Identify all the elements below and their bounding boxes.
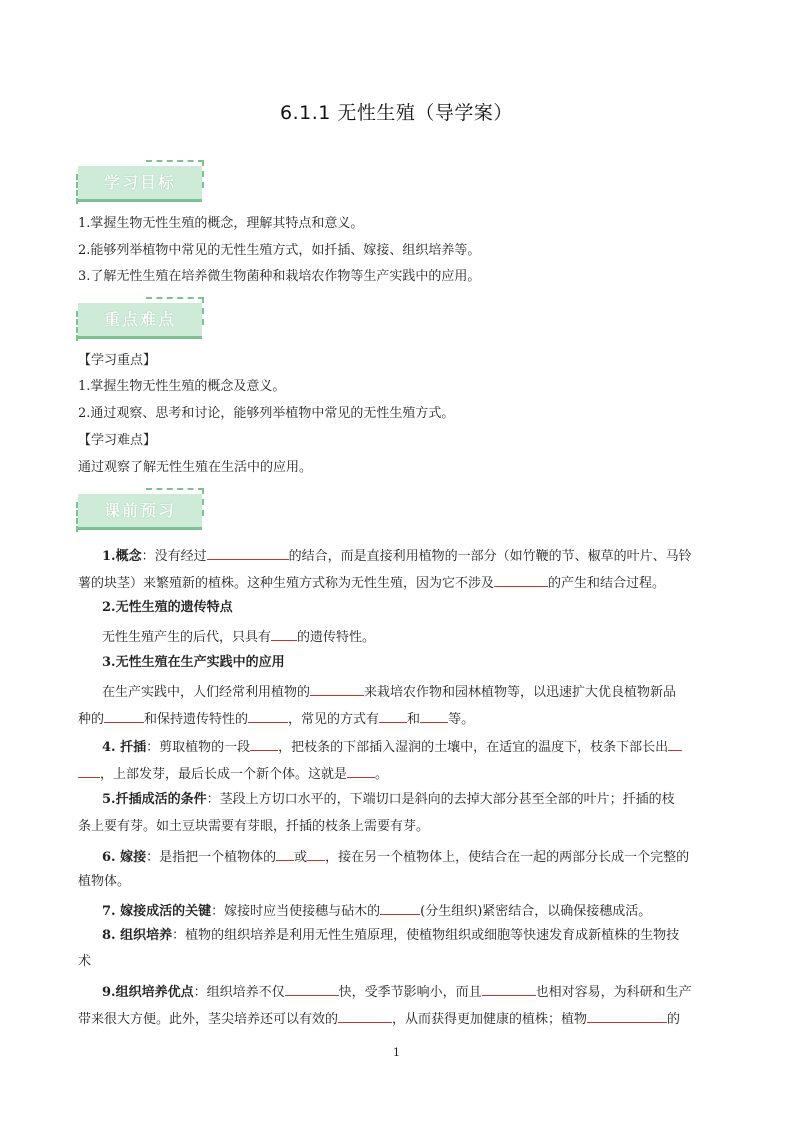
preview-paragraph-5: 5.扦插成活的条件：茎段上方切口水平的，下端切口是斜向的去掉大部分甚至全部的叶片；扦插的枝 <box>102 792 675 807</box>
section-badge-key-points <box>78 303 202 339</box>
fill-blank[interactable] <box>285 981 339 996</box>
focus-item: 1.掌握生物无性生殖的概念及意义。 <box>78 379 286 394</box>
difficulty-label: 【学习难点】 <box>78 433 157 448</box>
fill-blank[interactable] <box>379 708 407 723</box>
fill-blank[interactable] <box>380 900 420 915</box>
goal-item: 3.了解无性生殖在培养微生物菌种和栽培农作物等生产实践中的应用。 <box>78 269 481 284</box>
page-number: 1 <box>393 1046 400 1059</box>
preview-paragraph-1: 1.概念：没有经过 的结合，而是直接利用植物的一部分（如竹鞭的节、椒草的叶片、马铃 <box>102 545 728 566</box>
focus-item: 2.通过观察、思考和讨论，能够列举植物中常见的无性生殖方式。 <box>78 406 455 421</box>
fill-blank[interactable] <box>668 736 682 751</box>
page-title: 6.1.1 无性生殖（导学案） <box>280 102 513 124</box>
fill-blank[interactable] <box>307 846 325 861</box>
preview-paragraph-3: 在生产实践中，人们经常利用植物的 来栽培农作物和园林植物等，以迅速扩大优良植物新品 <box>102 681 728 702</box>
fill-blank[interactable] <box>347 763 375 778</box>
focus-label: 【学习重点】 <box>78 353 157 368</box>
section-badge-goals <box>78 166 202 202</box>
preview-paragraph-5-cont: 条上要有芽。如土豆块需要有芽眼，扦插的枝条上需要有芽。 <box>78 819 430 834</box>
preview-paragraph-7: 7. 嫁接成活的关键：嫁接时应当使接穗与砧木的 (分生组织)紧密结合，以确保接穗成活。 <box>102 900 728 921</box>
fill-blank[interactable] <box>276 846 294 861</box>
preview-paragraph-9-cont: 带来很大方便。此外，茎尖培养还可以有效的 ，从而获得更加健康的植株；植物 的 <box>78 1008 728 1029</box>
fill-blank[interactable] <box>494 572 548 587</box>
preview-paragraph-4: 4. 扦插：剪取植物的一段 ，把枝条的下部插入湿润的土壤中，在适宜的温度下，枝条下部长出 <box>102 736 728 757</box>
preview-paragraph-4-cont: ，上部发芽，最后长成一个新个体。这就是 。 <box>78 763 728 784</box>
fill-blank[interactable] <box>78 763 100 778</box>
preview-paragraph-6: 6. 嫁接：是指把一个植物体的 或 ，接在另一个植物体上，使结合在一起的两部分长成一个完整的 <box>102 846 728 867</box>
section-heading-goals: 学习目标 <box>103 173 176 192</box>
section-badge-preview <box>78 494 202 530</box>
goal-item: 1.掌握生物无性生殖的概念，理解其特点和意义。 <box>78 216 364 231</box>
fill-blank[interactable] <box>207 545 289 560</box>
fill-blank[interactable] <box>250 736 278 751</box>
preview-paragraph-3-cont: 种的 和保持遗传特性的 ，常见的方式有 和 等。 <box>78 708 728 729</box>
preview-paragraph-8-cont: 术 <box>78 954 92 969</box>
section-heading-preview: 课前预习 <box>103 501 176 520</box>
difficulty-text: 通过观察了解无性生殖在生活中的应用。 <box>78 460 313 475</box>
fill-blank[interactable] <box>482 981 536 996</box>
preview-paragraph-2: 无性生殖产生的后代，只具有 的遗传特性。 <box>102 626 728 647</box>
section-heading-key-points: 重点难点 <box>103 310 176 329</box>
fill-blank[interactable] <box>271 626 297 641</box>
term-label: 1.概念 <box>102 549 142 564</box>
preview-paragraph-2-heading: 2.无性生殖的遗传特点 <box>102 600 233 615</box>
fill-blank[interactable] <box>338 1008 392 1023</box>
preview-paragraph-8: 8. 组织培养：植物的组织培养是利用无性生殖原理，使植物组织或细胞等快速发育成新植株的生物技 <box>102 928 680 943</box>
preview-paragraph-6-cont: 植物体。 <box>78 874 131 889</box>
fill-blank[interactable] <box>420 708 448 723</box>
fill-blank[interactable] <box>587 1008 667 1023</box>
fill-blank[interactable] <box>248 708 288 723</box>
preview-paragraph-9: 9.组织培养优点：组织培养不仅 快，受季节影响小，而且 也相对容易，为科研和生产 <box>102 981 728 1002</box>
fill-blank[interactable] <box>104 708 144 723</box>
preview-paragraph-1-cont: 薯的块茎）来繁殖新的植株。这种生殖方式称为无性生殖，因为它不涉及 的产生和结合过程。 <box>78 572 728 593</box>
preview-paragraph-3-heading: 3.无性生殖在生产实践中的应用 <box>102 655 285 670</box>
fill-blank[interactable] <box>310 681 364 696</box>
goal-item: 2.能够列举植物中常见的无性生殖方式，如扦插、嫁接、组织培养等。 <box>78 243 481 258</box>
